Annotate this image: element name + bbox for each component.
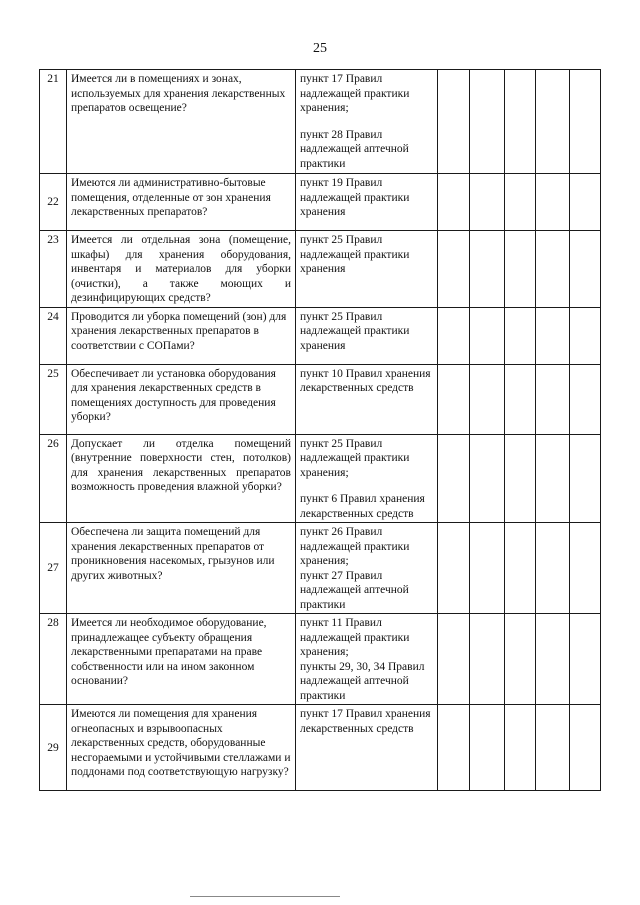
table-row: [40, 231, 601, 308]
reference-cell: [296, 705, 438, 791]
table-row: [40, 364, 601, 434]
answer-cell: [536, 434, 570, 523]
row-number: 27: [40, 523, 67, 614]
answer-cell: [470, 231, 505, 308]
reference-line: пункты 29, 30, 34 Правил надлежащей аптечной практики: [300, 660, 425, 702]
table-row: [40, 70, 601, 174]
question-cell: Имеются ли административно-бытовые помещения, отделенные от зон хранения лекарственных препаратов?: [67, 174, 296, 231]
reference-line: пункт 26 Правил надлежащей практики хранения;: [300, 526, 410, 567]
answer-cell: [570, 174, 601, 231]
row-number: 25: [40, 364, 67, 434]
reference-cell: [296, 231, 438, 308]
answer-cell: [505, 364, 536, 434]
answer-cell: [505, 70, 536, 174]
table-row: [40, 705, 601, 791]
reference-line: пункт 6 Правил хранения лекарственных средств: [300, 493, 425, 520]
answer-cell: [438, 364, 470, 434]
answer-cell: [470, 705, 505, 791]
answer-cell: [438, 174, 470, 231]
question-cell: Имеется ли в помещениях и зонах, используемых для хранения лекарственных препаратов освещение?: [67, 70, 296, 174]
answer-cell: [570, 307, 601, 364]
answer-cell: [470, 523, 505, 614]
reference-line: пункт 25 Правил надлежащей практики хранения: [300, 310, 410, 352]
table-row: [40, 174, 601, 231]
answer-cell: [570, 434, 601, 523]
answer-cell: [505, 231, 536, 308]
row-number: 23: [40, 231, 67, 308]
answer-cell: [536, 174, 570, 231]
answer-cell: [505, 174, 536, 231]
question-cell: Обеспечена ли защита помещений для хранения лекарственных препаратов от проникновения насекомых, грызунов или других животных?: [67, 523, 296, 614]
reference-cell: [296, 364, 438, 434]
reference-cell: [296, 434, 438, 523]
answer-cell: [505, 307, 536, 364]
reference-line: пункт 17 Правил хранения лекарственных средств: [300, 708, 431, 735]
answer-cell: [438, 434, 470, 523]
answer-cell: [438, 705, 470, 791]
reference-line: пункт 27 Правил надлежащей аптечной практики: [300, 569, 409, 611]
answer-cell: [438, 307, 470, 364]
answer-cell: [505, 434, 536, 523]
reference-line: пункт 19 Правил надлежащей практики хранения: [300, 177, 410, 218]
row-number: 24: [40, 307, 67, 364]
question-cell: Обеспечивает ли установка оборудования для хранения лекарственных средств в помещениях доступность для проведения уборки?: [67, 364, 296, 434]
answer-cell: [470, 364, 505, 434]
question-cell: Имеется ли отдельная зона (помещение, шкафы) для хранения оборудования, инвентаря и материалов для уборки (очистки), а также моющих и дезинфицирующих средств?: [67, 231, 296, 308]
answer-cell: [470, 174, 505, 231]
answer-cell: [570, 705, 601, 791]
answer-cell: [505, 705, 536, 791]
answer-cell: [570, 523, 601, 614]
answer-cell: [505, 523, 536, 614]
answer-cell: [438, 614, 470, 705]
page-number: 25: [313, 41, 327, 56]
page-bottom-rule: [190, 896, 340, 897]
reference-line: пункт 17 Правил надлежащей практики хранения;: [300, 73, 410, 114]
table-row: [40, 523, 601, 614]
reference-line: пункт 10 Правил хранения лекарственных средств: [300, 367, 431, 394]
answer-cell: [570, 231, 601, 308]
answer-cell: [438, 70, 470, 174]
answer-cell: [438, 231, 470, 308]
answer-cell: [536, 70, 570, 174]
reference-line: пункт 25 Правил надлежащей практики хранения: [300, 234, 410, 275]
answer-cell: [470, 70, 505, 174]
reference-line: пункт 11 Правил надлежащей практики хранения;: [300, 617, 410, 658]
table-row: [40, 614, 601, 705]
question-cell: Имеются ли помещения для хранения огнеопасных и взрывоопасных лекарственных средств, оборудованные несгораемыми и устойчивыми стеллажами и поддонами под соответствующую нагрузку?: [67, 705, 296, 791]
row-number: 28: [40, 614, 67, 705]
answer-cell: [438, 523, 470, 614]
answer-cell: [570, 614, 601, 705]
answer-cell: [536, 523, 570, 614]
row-number: 21: [40, 70, 67, 174]
question-cell: Имеется ли необходимое оборудование, принадлежащее субъекту обращения лекарственными препаратами на праве собственности или на ином законном основании?: [67, 614, 296, 705]
row-number: 26: [40, 434, 67, 523]
row-number: 29: [40, 705, 67, 791]
answer-cell: [470, 614, 505, 705]
row-number: 22: [40, 174, 67, 231]
question-cell: Проводится ли уборка помещений (зон) для хранения лекарственных препаратов в соответствии с СОПами?: [67, 307, 296, 364]
table-row: [40, 307, 601, 364]
reference-line: пункт 28 Правил надлежащей аптечной практики: [300, 128, 409, 170]
reference-cell: [296, 307, 438, 364]
answer-cell: [536, 614, 570, 705]
answer-cell: [570, 364, 601, 434]
question-cell: Допускает ли отделка помещений (внутренние поверхности стен, потолков) для хранения лекарственных препаратов возможность проведения влажной уборки?: [67, 434, 296, 523]
answer-cell: [536, 364, 570, 434]
reference-cell: [296, 174, 438, 231]
reference-cell: [296, 70, 438, 174]
reference-cell: [296, 614, 438, 705]
answer-cell: [470, 307, 505, 364]
reference-line: пункт 25 Правил надлежащей практики хранения;: [300, 437, 410, 479]
table-row: [40, 434, 601, 523]
answer-cell: [505, 614, 536, 705]
answer-cell: [470, 434, 505, 523]
reference-cell: [296, 523, 438, 614]
answer-cell: [536, 705, 570, 791]
answer-cell: [536, 231, 570, 308]
checklist-table: [39, 69, 601, 791]
answer-cell: [536, 307, 570, 364]
answer-cell: [570, 70, 601, 174]
